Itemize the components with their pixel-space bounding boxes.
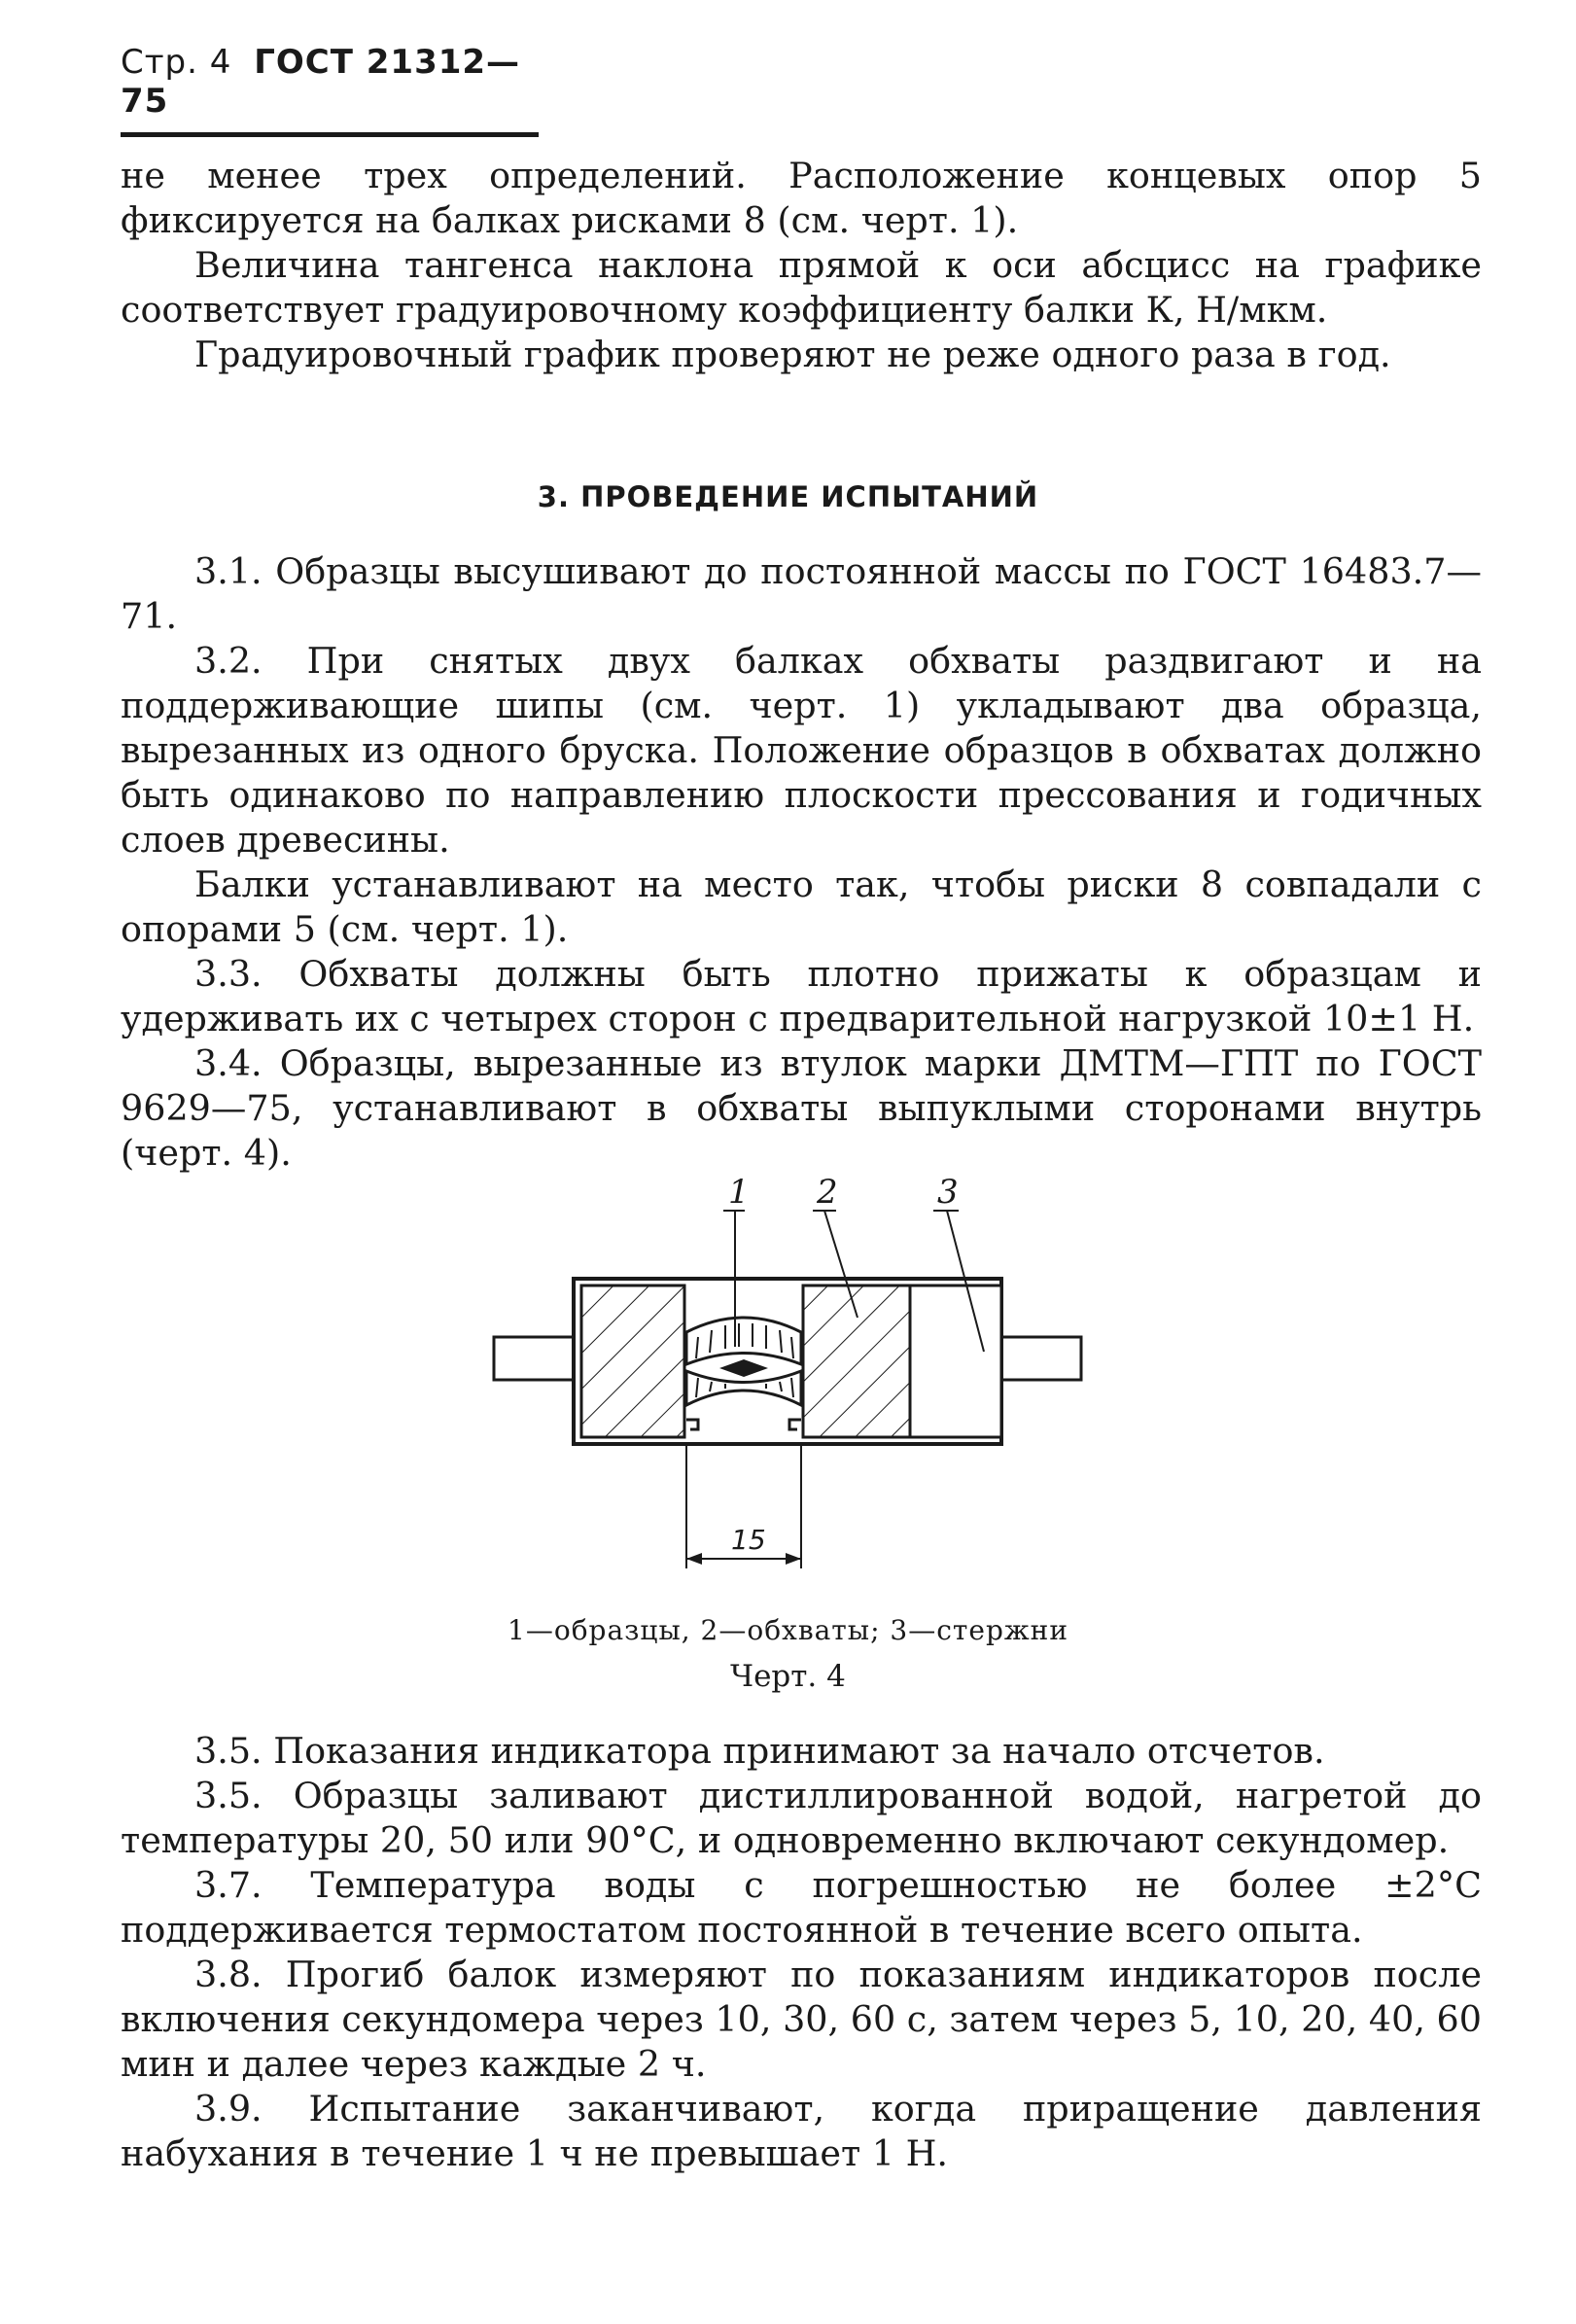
label-1: 1 bbox=[728, 1173, 750, 1212]
section-title: 3. ПРОВЕДЕНИЕ ИСПЫТАНИЙ bbox=[537, 480, 1039, 513]
standard-number: ГОСТ 21312—75 bbox=[121, 43, 521, 121]
dimension-value: 15 bbox=[731, 1524, 766, 1556]
clause-3-9: 3.9. Испытание заканчивают, когда приращение давления набухания в течение 1 ч не превышает 1 Н. bbox=[121, 2088, 1482, 2174]
clause-3-1: 3.1. Образцы высушивают до постоянной массы по ГОСТ 16483.7—71. bbox=[121, 550, 1482, 637]
clamp-right-block bbox=[910, 1285, 1001, 1437]
figure-title: Черт. 4 bbox=[730, 1659, 846, 1694]
intro-text bbox=[121, 154, 1482, 377]
section-text bbox=[121, 549, 1482, 1176]
paragraph: не менее трех определений. Расположение концевых опор 5 фиксируется на балках рисками 8 (см. черт. 1). bbox=[121, 155, 1482, 241]
figure-drawing bbox=[476, 1172, 1099, 1600]
page-number: Стр. 4 bbox=[121, 43, 232, 82]
paragraph: Величина тангенса наклона прямой к оси абсцисс на графике соответствует градуировочному коэффициенту балки К, Н/мкм. bbox=[121, 244, 1482, 331]
label-2: 2 bbox=[817, 1173, 838, 1212]
paragraph: Градуировочный график проверяют не реже одного раза в год. bbox=[194, 334, 1391, 375]
clause-3-8: 3.8. Прогиб балок измеряют по показаниям индикаторов после включения секундомера через 10, 30, 60 с, затем через 5, 10, 20, 40, 60 мин и далее через каждые 2 ч. bbox=[121, 1954, 1482, 2085]
clause-3-5: 3.5. Показания индикатора принимают за начало отсчетов. bbox=[194, 1730, 1325, 1772]
section-text-continued bbox=[121, 1729, 1482, 2176]
clause-3-3: 3.3. Обхваты должны быть плотно прижаты к образцам и удерживать их с четырех сторон с предварительной нагрузкой 10±1 Н. bbox=[121, 953, 1482, 1039]
jaw-left bbox=[581, 1285, 684, 1437]
running-header bbox=[121, 43, 539, 137]
clause-3-2: 3.2. При снятых двух балках обхваты раздвигают и на поддерживающие шипы (см. черт. 1) укладывают два образца, вырезанных из одного бруска. Положение образцов в обхватах должно быть одинаково по направлению плоскости прессования и годичных слоев древесины. bbox=[121, 640, 1482, 861]
rod-left bbox=[494, 1337, 583, 1380]
clause-3-4: 3.4. Образцы, вырезанные из втулок марки ДМТМ—ГПТ по ГОСТ 9629—75, устанавливают в обхваты выпуклыми сторонами внутрь (черт. 4). bbox=[121, 1042, 1482, 1174]
clause-3-6: 3.5. Образцы заливают дистиллированной водой, нагретой до температуры 20, 50 или 90°С, и одновременно включают секундомер. bbox=[121, 1775, 1482, 1861]
jaw-right bbox=[803, 1285, 910, 1437]
clause-3-7: 3.7. Температура воды с погрешностью не более ±2°С поддерживается термостатом постоянной в течение всего опыта. bbox=[121, 1864, 1482, 1951]
label-3: 3 bbox=[937, 1173, 959, 1212]
figure-legend: 1—образцы, 2—обхваты; 3—стержни bbox=[508, 1614, 1068, 1646]
rod-right bbox=[992, 1337, 1081, 1380]
paragraph: Балки устанавливают на место так, чтобы риски 8 совпадали с опорами 5 (см. черт. 1). bbox=[121, 863, 1482, 950]
